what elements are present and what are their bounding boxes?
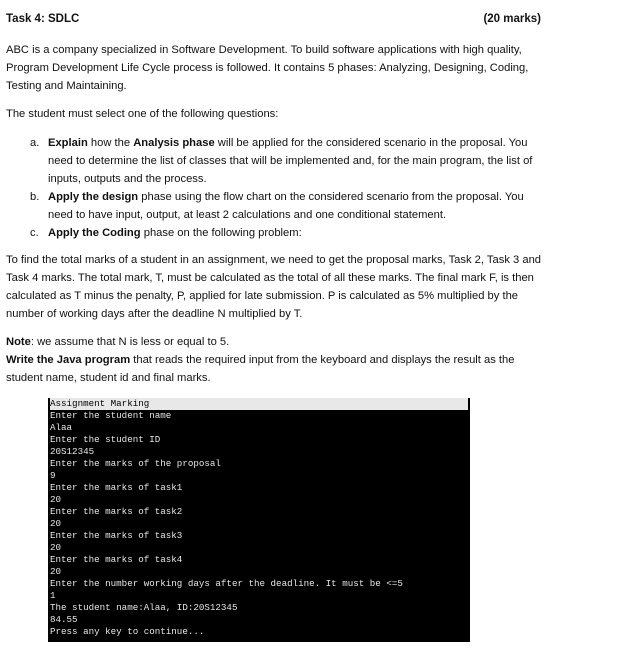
- console-line: Enter the number working days after the deadline. It must be <=5: [50, 578, 403, 589]
- console-line: The student name:Alaa, ID:20S12345: [50, 602, 238, 613]
- options-list: [6, 134, 551, 242]
- write-line: [6, 351, 551, 387]
- instruction-paragraph: The student must select one of the following questions:: [6, 108, 279, 120]
- write-text: that reads the required input from the keyboard and displays the result as the student name, student id and final marks.: [6, 354, 515, 384]
- console-line: Enter the marks of task1: [50, 482, 183, 493]
- list-item: [6, 134, 551, 188]
- option-text: will be applied for the considered scenario in the proposal. You need to determine the list of classes that will be implemented and, for the main program, the list of inputs, outputs and the process.: [48, 137, 533, 185]
- console-line: 20: [50, 494, 62, 505]
- note-line: [6, 333, 551, 351]
- console-line: 1: [50, 590, 56, 601]
- note-text: : we assume that N is less or equal to 5.: [30, 336, 230, 348]
- console-line: Enter the student ID: [50, 434, 161, 445]
- console-line: Enter the student name: [50, 410, 172, 421]
- intro-paragraph: ABC is a company specialized in Software Development. To build software applications with high quality, Program Development Life Cycle process is followed. It contains 5 phases: Analyzing, Designing, Coding, Testing and Maintaining.: [6, 44, 529, 92]
- console-line: Enter the marks of task3: [50, 530, 183, 541]
- option-bold: Explain: [48, 137, 88, 149]
- list-marker: b.: [30, 191, 40, 203]
- write-label: Write the Java program: [6, 354, 131, 366]
- task-marks: (20 marks): [483, 13, 541, 25]
- option-bold: Apply the design: [48, 191, 139, 203]
- console-line: Press any key to continue...: [50, 626, 205, 637]
- console-line: Enter the marks of the proposal: [50, 458, 221, 469]
- option-bold: Apply the Coding: [48, 227, 141, 239]
- option-text: phase using the flow chart on the considered scenario from the proposal. You need to have input, output, at least 2 calculations and one conditional statement.: [48, 191, 524, 221]
- list-marker: c.: [30, 227, 39, 239]
- task-header: [6, 13, 541, 25]
- list-item: [6, 188, 551, 224]
- console-output: [48, 398, 470, 642]
- console-line: 9: [50, 470, 56, 481]
- problem-paragraph: To find the total marks of a student in an assignment, we need to get the proposal marks, Task 2, Task 3 and Task 4 marks. The total mark, T, must be calculated as the total of all these marks. The final mark F, is then calculated as T minus the penalty, P, applied for late submission. P is calculated as 5% multiplied by the number of working days after the deadline N multiplied by T.: [6, 254, 542, 320]
- option-bold: Analysis phase: [133, 137, 215, 149]
- console-line: Assignment Marking: [50, 398, 468, 410]
- option-text: phase on the following problem:: [140, 227, 302, 239]
- note-label: Note: [6, 336, 31, 348]
- console-line: 20S12345: [50, 446, 95, 457]
- list-marker: a.: [30, 137, 40, 149]
- console-line: 20: [50, 518, 62, 529]
- console-line: 84.55: [50, 614, 78, 625]
- task-title: Task 4: SDLC: [6, 13, 80, 25]
- list-item: [6, 224, 551, 242]
- console-line: 20: [50, 542, 62, 553]
- note-paragraph: [6, 333, 551, 387]
- console-line: Enter the marks of task4: [50, 554, 183, 565]
- console-line: 20: [50, 566, 62, 577]
- console-line: Enter the marks of task2: [50, 506, 183, 517]
- console-line: Alaa: [50, 422, 73, 433]
- option-text: how the: [87, 137, 134, 149]
